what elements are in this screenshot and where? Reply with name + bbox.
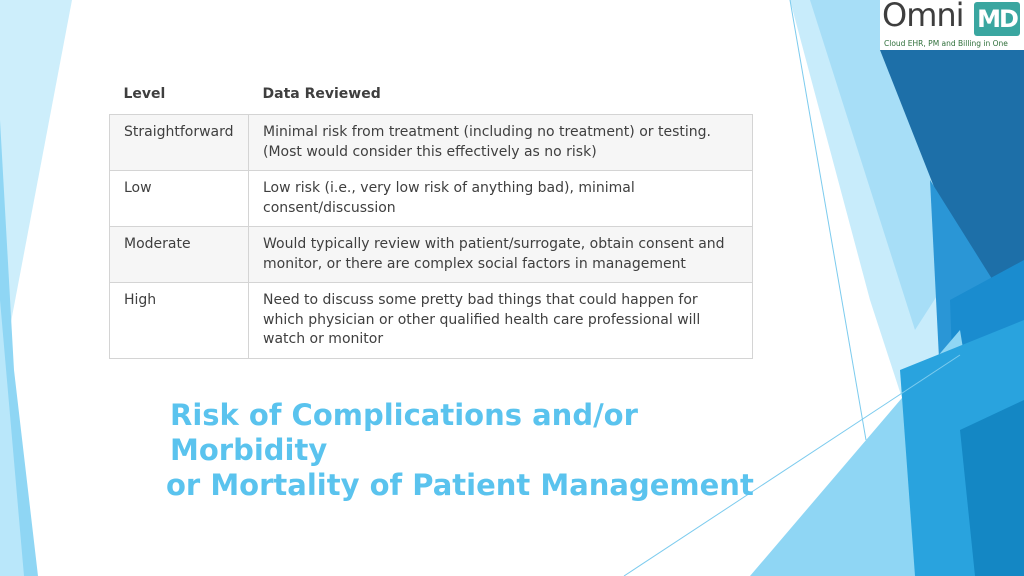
slide-title [166,398,786,503]
slide-title-line-1: Risk of Complications and/or Morbidity [170,398,638,467]
table-header-row [110,78,753,115]
row-description: Would typically review with patient/surrogate, obtain consent and monitor, or there are complex social factors in management [249,227,753,283]
header-data-reviewed: Data Reviewed [249,78,753,115]
omnimd-logo [880,0,1024,50]
slide-title-line-2: or Mortality of Patient Management [166,468,754,502]
table-row [110,227,753,283]
risk-levels-table [109,78,753,359]
row-level: High [110,283,249,359]
logo-mark: MD [974,2,1020,36]
row-level: Moderate [110,227,249,283]
row-description: Low risk (i.e., very low risk of anything bad), minimal consent/discussion [249,171,753,227]
row-description: Minimal risk from treatment (including no treatment) or testing. (Most would consider this effectively as no risk) [249,115,753,171]
logo-tagline: Cloud EHR, PM and Billing in One [884,39,1008,48]
row-level: Straightforward [110,115,249,171]
table-row [110,283,753,359]
header-level: Level [110,78,249,115]
logo-wordmark: Omni [882,0,964,34]
row-level: Low [110,171,249,227]
table-row [110,115,753,171]
row-description: Need to discuss some pretty bad things that could happen for which physician or other qualified health care professional will watch or monitor [249,283,753,359]
table-row [110,171,753,227]
